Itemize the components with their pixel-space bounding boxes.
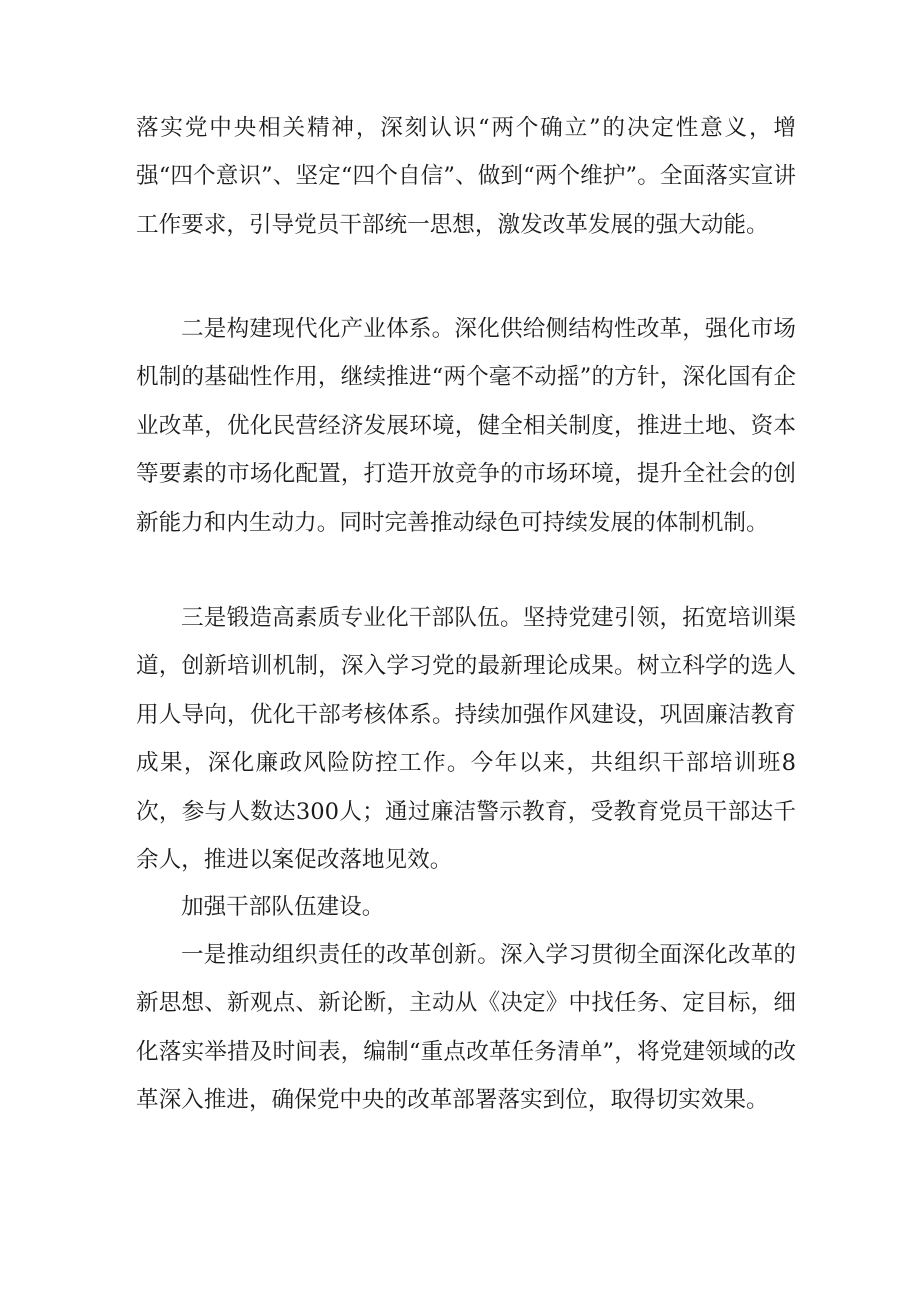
paragraph-industry-system: 二是构建现代化产业体系。深化供给侧结构性改革，强化市场机制的基础性作用，继续推进“两个毫不动摇”的方针，深化国有企业改革，优化民营经济发展环境，健全相关制度，推进土地、资本等要素的市场化配置，打造开放竞争的市场环境，提升全社会的创新能力和内生动力。同时完善推动绿色可持续发展的体制机制。 [136, 316, 796, 536]
section-heading-cadre-building: 加强干部队伍建设。 [181, 894, 385, 920]
paragraph-organization-reform: 一是推动组织责任的改革创新。深入学习贯彻全面深化改革的新思想、新观点、新论断，主动从《决定》中找任务、定目标，细化落实举措及时间表，编制“重点改革任务清单”，将党建领域的改革深入推进，确保党中央的改革部署落实到位，取得切实效果。 [136, 942, 796, 1114]
paragraph-cadre-team: 三是锻造高素质专业化干部队伍。坚持党建引领，拓宽培训渠道，创新培训机制，深入学习党的最新理论成果。树立科学的选人用人导向，优化干部考核体系。持续加强作风建设，巩固廉洁教育成果，深化廉政风险防控工作。今年以来，共组织干部培训班8次，参与人数达300人；通过廉洁警示教育，受教育党员干部达千余人，推进以案促改落地见效。 [136, 605, 796, 874]
paragraph-continuation: 落实党中央相关精神，深刻认识“两个确立”的决定性意义，增强“四个意识”、坚定“四个自信”、做到“两个维护”。全面落实宣讲工作要求，引导党员干部统一思想，激发改革发展的强大动能。 [136, 115, 796, 238]
